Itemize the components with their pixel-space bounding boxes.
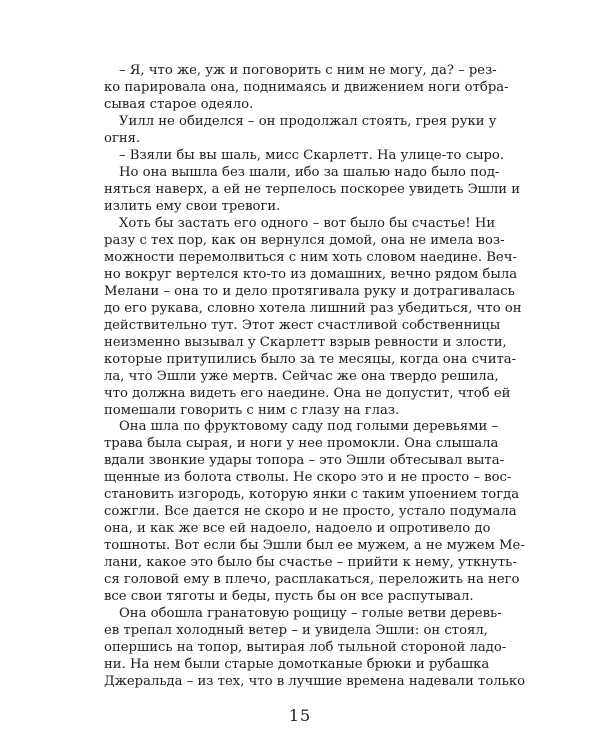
text-line: тошноты. Вот если бы Эшли был ее мужем, а не мужем Ме- [104, 538, 525, 553]
text-line: Уилл не обиделся – он продолжал стоять, грея руки у [119, 114, 497, 129]
text-line: можности перемолвиться с ним хоть словом наедине. Веч- [104, 250, 517, 265]
text-line: неизменно вызывал у Скарлетт взрыв ревности и злости, [104, 335, 507, 350]
text-line: трава была сырая, и ноги у нее промокли. Она слышала [104, 436, 499, 451]
text-line: вдали звонкие удары топора – это Эшли обтесывал выта- [104, 453, 505, 468]
text-line: Она обошла гранатовую рощицу – голые ветви деревь- [119, 606, 502, 621]
text-line: – Взяли бы вы шаль, мисс Скарлетт. На улице-то сыро. [119, 148, 505, 163]
text-line: няться наверх, а ей не терпелось поскорее увидеть Эшли и [104, 182, 521, 197]
text-line: ев трепал холодный ветер – и увидела Эшли: он стоял, [104, 623, 488, 638]
text-line: излить ему свои тревоги. [104, 199, 281, 214]
text-line: ла, что Эшли уже мертв. Сейчас же она твердо решила, [104, 369, 499, 384]
text-line: опершись на топор, вытирая лоб тыльной стороной ладо- [104, 640, 507, 655]
text-line: ни. На нем были старые домотканые брюки и рубашка [104, 657, 490, 672]
text-line: сожгли. Все дается не скоро и не просто, устало подумала [104, 504, 517, 519]
text-line: сывая старое одеяло. [104, 97, 254, 112]
page-number: 15 [288, 706, 312, 725]
text-line: Хоть бы застать его одного – вот было бы счастье! Ни [119, 216, 496, 231]
text-line: щенные из болота стволы. Не скоро это и не просто – вос- [104, 470, 512, 485]
text-line: Но она вышла без шали, ибо за шалью надо было под- [119, 165, 500, 180]
text-line: ко парировала она, поднимаясь и движением ноги отбра- [104, 80, 509, 95]
text-line: которые притупились было за те месяцы, когда она счита- [104, 352, 517, 367]
text-line: действительно тут. Этот жест счастливой собственницы [104, 318, 501, 333]
text-line: Мелани – она то и дело протягивала руку и дотрагивалась [104, 284, 515, 299]
text-line: до его рукава, словно хотела лишний раз убедиться, что он [104, 301, 522, 316]
text-line: помешали говорить с ним с глазу на глаз. [104, 403, 400, 418]
text-line: что должна видеть его наедине. Она не допустит, чтоб ей [104, 386, 511, 401]
text-line: лани, какое это было бы счастье – прийти к нему, уткнуть- [104, 555, 517, 570]
text-line: огня. [104, 131, 141, 146]
text-line: разу с тех пор, как он вернулся домой, она не имела воз- [104, 233, 505, 248]
text-line: но вокруг вертелся кто-то из домашних, вечно рядом была [104, 267, 518, 282]
text-line: Джеральда – из тех, что в лучшие времена надевали только [104, 674, 526, 689]
text-line: ся головой ему в плечо, расплакаться, переложить на него [104, 572, 520, 587]
text-line: она, и как же все ей надоело, надоело и опротивело до [104, 521, 491, 536]
text-line: все свои тяготы и беды, пусть бы он все распутывал. [104, 589, 474, 604]
text-line: Она шла по фруктовому саду под голыми деревьями – [119, 419, 499, 434]
text-line: – Я, что же, уж и поговорить с ним не могу, да? – рез- [119, 63, 497, 78]
text-line: становить изгородь, которую янки с таким упоением тогда [104, 487, 520, 502]
